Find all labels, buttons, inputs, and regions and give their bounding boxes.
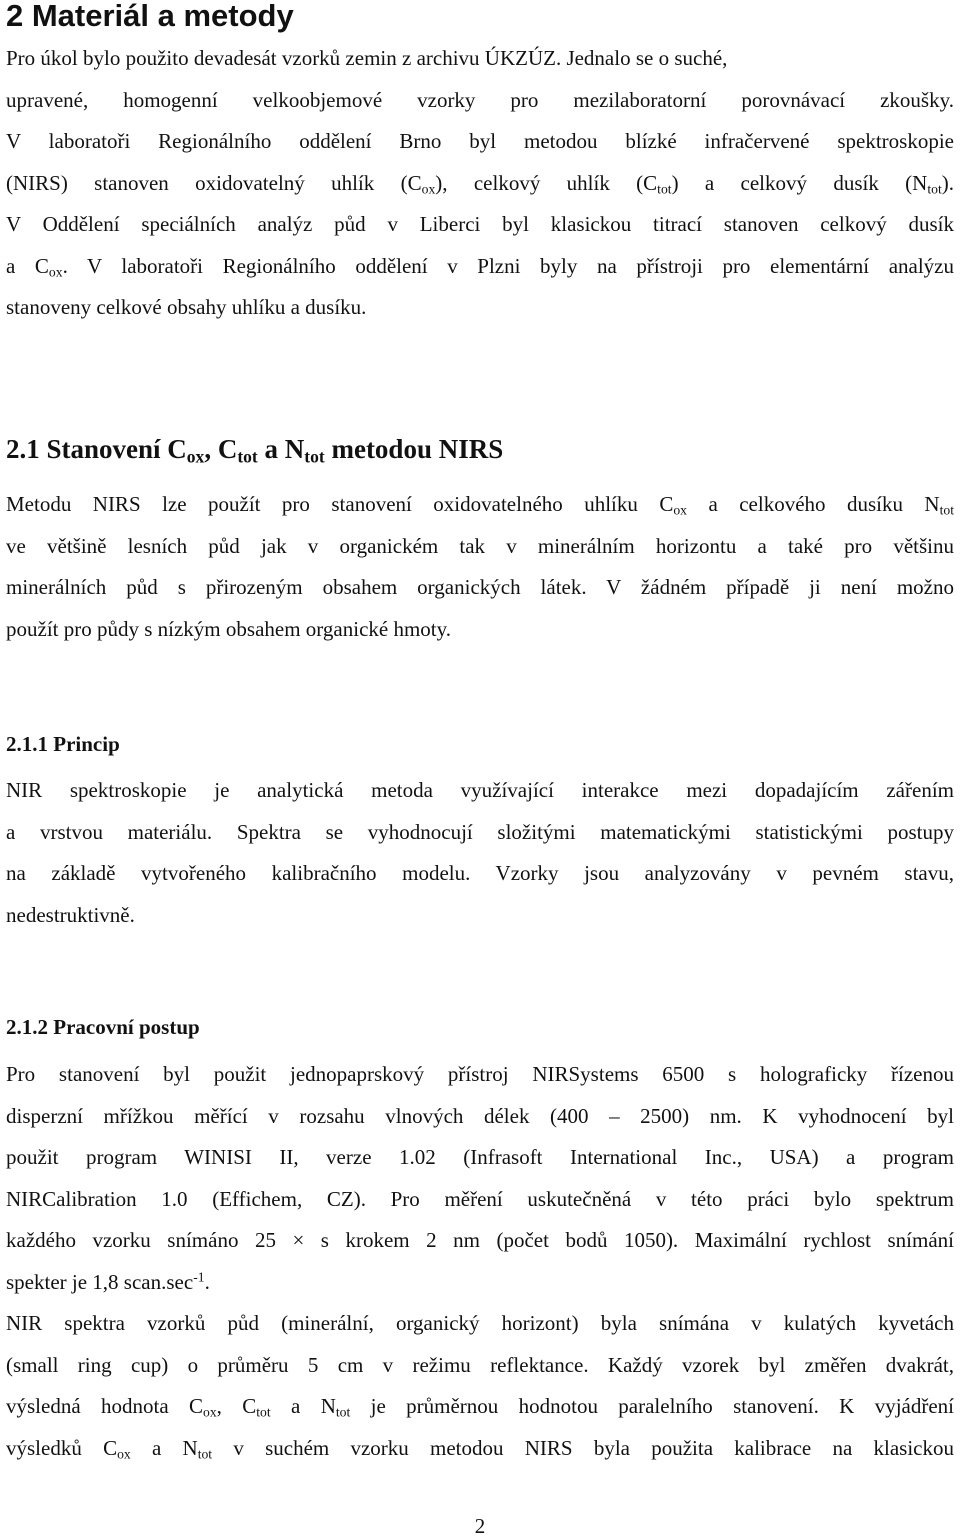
line-text: a C	[6, 253, 49, 278]
line-text: výsledná hodnota C	[6, 1394, 204, 1418]
text-line	[6, 1345, 954, 1387]
text-line	[6, 1262, 954, 1304]
line-text: každého vzorku snímáno 25 × s krokem 2 nm (počet bodů 1050). Maximální rychlost snímání	[6, 1228, 954, 1252]
line-text: je průměrnou hodnotou paralelního stanovení. K vyjádření	[350, 1394, 954, 1418]
line-text: . V laboratoři Regionálního oddělení v Plzni byly na přístroji pro elementární analýzu	[62, 253, 955, 278]
subsection-2-1-paragraph	[6, 484, 954, 650]
subscript: ox	[203, 1404, 217, 1420]
line-text: v suchém vzorku metodou NIRS byla použita kalibrace na klasickou	[212, 1435, 954, 1460]
text-line	[6, 246, 954, 288]
line-text: a N	[270, 1394, 336, 1418]
line-text: Pro úkol bylo použito devadesát vzorků zemin z archivu ÚKZÚZ. Jednalo se o suché,	[6, 46, 728, 70]
line-text: V laboratoři Regionálního oddělení Brno byl metodou blízké infračervené spektroskopie	[6, 129, 954, 153]
line-text: a vrstvou materiálu. Spektra se vyhodnocují složitými matematickými statistickými postupy	[6, 819, 954, 844]
text-line	[6, 1179, 954, 1221]
line-text: NIR spektroskopie je analytická metoda využívající interakce mezi dopadajícím zářením	[6, 778, 954, 802]
subscript: tot	[197, 1445, 213, 1461]
page-number: 2	[474, 1514, 486, 1538]
line-text: .	[204, 1269, 210, 1294]
heading-text: metodou NIRS	[324, 434, 504, 464]
line-text: minerálních půd s přirozeným obsahem organických látek. V žádném případě ji není možno	[6, 575, 954, 599]
subsection-2-1-2-paragraph-1	[6, 1054, 954, 1303]
line-text: na základě vytvořeného kalibračního modelu. Vzorky jsou analyzovány v pevném stavu,	[6, 861, 954, 885]
subscript: tot	[657, 180, 672, 196]
subsection-2-1-2-paragraph-2	[6, 1303, 954, 1469]
text-line	[6, 609, 954, 651]
line-text: , C	[216, 1394, 257, 1418]
line-text: použít pro půdy s nízkým obsahem organické hmoty.	[6, 616, 452, 641]
text-line	[6, 770, 954, 812]
text-line	[6, 1303, 954, 1345]
heading-text: 2.1 Stanovení C	[6, 434, 187, 464]
line-text: disperzní mřížkou měřící v rozsahu vlnových délek (400 – 2500) nm. K vyhodnocení byl	[6, 1103, 954, 1128]
line-text: stanoveny celkové obsahy uhlíku a dusíku.	[6, 295, 367, 319]
line-text: ), celkový uhlík (C	[435, 170, 658, 195]
text-line	[6, 163, 954, 205]
line-text: výsledků C	[6, 1435, 118, 1460]
subsection-2-1-2-title: 2.1.2 Pracovní postup	[6, 1015, 200, 1039]
text-line	[6, 484, 954, 526]
line-text: V Oddělení speciálních analýz půd v Liberci byl klasickou titrací stanoven celkový dusík	[6, 212, 954, 236]
text-line	[6, 812, 954, 854]
subsection-2-1-title	[6, 432, 503, 466]
subscript: tot	[335, 1404, 351, 1420]
line-text: NIRCalibration 1.0 (Effichem, CZ). Pro měření uskutečněná v této práci bylo spektrum	[6, 1186, 954, 1211]
line-text: NIR spektra vzorků půd (minerální, organický horizont) byla snímána v kulatých kyvetách	[6, 1311, 954, 1335]
subscript: tot	[237, 446, 258, 467]
text-line	[6, 121, 954, 163]
text-line	[6, 853, 954, 895]
subscript: tot	[304, 446, 325, 467]
line-text: (NIRS) stanoven oxidovatelný uhlík (C	[6, 170, 422, 195]
subscript: ox	[186, 446, 205, 467]
subscript: tot	[927, 180, 942, 196]
line-text: nedestruktivně.	[6, 902, 135, 927]
subscript: tot	[939, 502, 954, 518]
line-text: upravené, homogenní velkoobjemové vzorky pro mezilaboratorní porovnávací zkoušky.	[6, 87, 954, 112]
text-line	[6, 895, 954, 937]
text-line	[6, 567, 954, 609]
line-text: Metodu NIRS lze použít pro stanovení oxidovatelného uhlíku C	[6, 492, 674, 516]
superscript: -1	[193, 1269, 205, 1284]
intro-paragraph	[6, 38, 954, 329]
line-text: (small ring cup) o průměru 5 cm v režimu reflektance. Každý vzorek byl změřen dvakrát,	[6, 1352, 954, 1377]
text-line	[6, 1428, 954, 1470]
text-line	[6, 526, 954, 568]
line-text: Pro stanovení byl použit jednopaprskový přístroj NIRSystems 6500 s holograficky řízenou	[6, 1062, 954, 1086]
line-text: spekter je 1,8 scan.sec	[6, 1269, 194, 1294]
line-text: ve většině lesních půd jak v organickém tak v minerálním horizontu a také pro většinu	[6, 533, 954, 558]
line-text: a celkového dusíku N	[687, 492, 940, 516]
subsection-2-1-1-paragraph	[6, 770, 954, 936]
heading-text: , C	[204, 434, 238, 464]
heading-text: a N	[257, 434, 305, 464]
line-text: a N	[130, 1435, 198, 1460]
text-line	[6, 1054, 954, 1096]
text-line	[6, 1096, 954, 1138]
subsection-2-1-1-title: 2.1.1 Princip	[6, 732, 120, 756]
line-text: ) a celkový dusík (N	[671, 170, 928, 195]
text-line	[6, 287, 954, 329]
subscript: ox	[48, 263, 63, 279]
line-text: ).	[941, 170, 954, 195]
subscript: ox	[673, 502, 687, 518]
subscript: tot	[256, 1404, 271, 1420]
subscript: ox	[421, 180, 436, 196]
text-line	[6, 1386, 954, 1428]
subscript: ox	[117, 1445, 131, 1461]
text-line	[6, 1220, 954, 1262]
line-text: použit program WINISI II, verze 1.02 (Infrasoft International Inc., USA) a program	[6, 1145, 954, 1169]
text-line	[6, 204, 954, 246]
text-line	[6, 80, 954, 122]
text-line	[6, 1137, 954, 1179]
section-title: 2 Materiál a metody	[6, 0, 294, 33]
text-line	[6, 38, 954, 80]
